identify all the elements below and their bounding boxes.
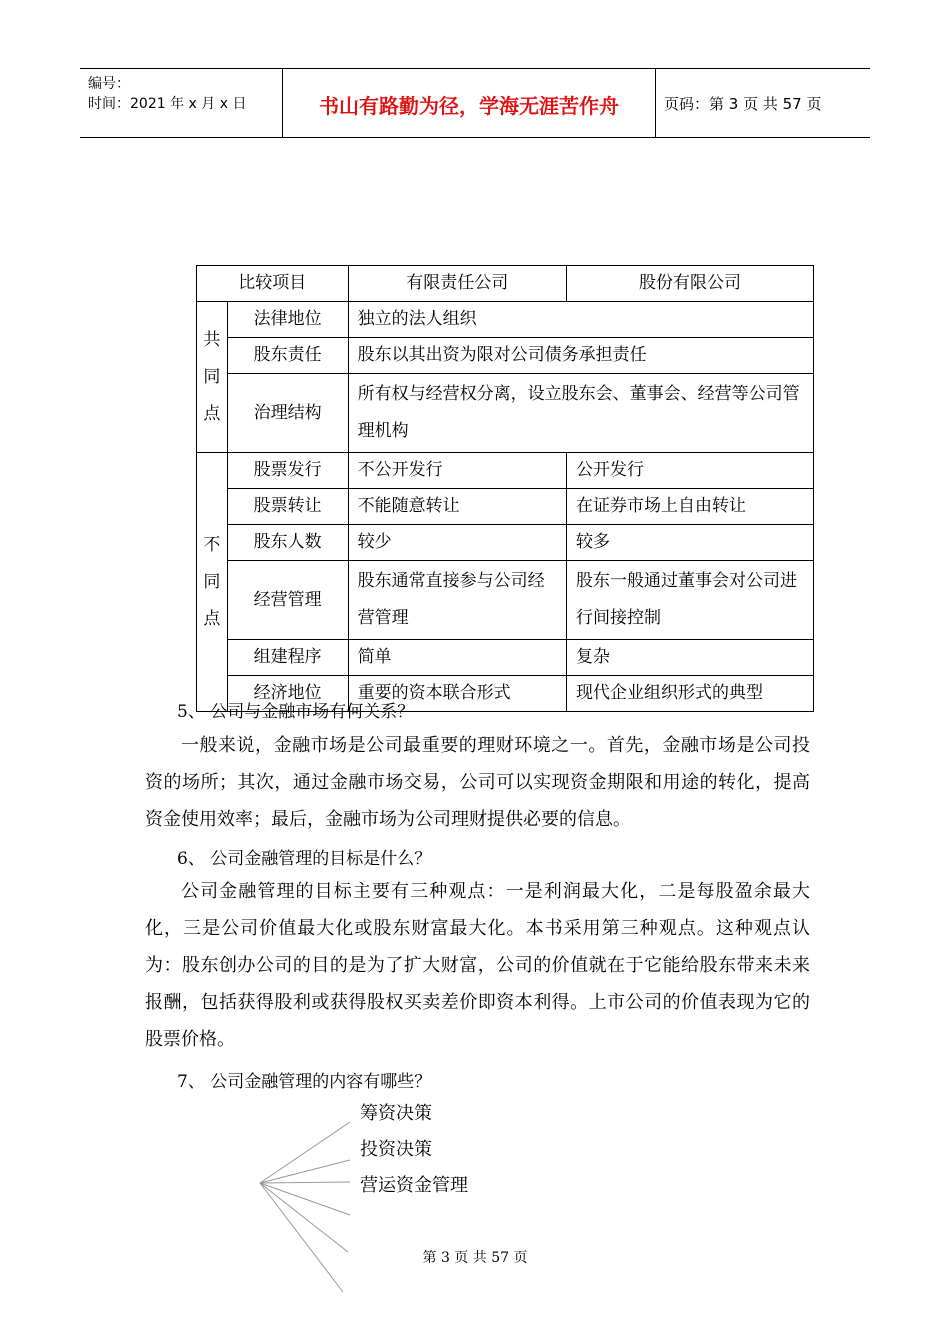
page-footer: 第 3 页 共 57 页 <box>422 1250 528 1266</box>
row-ltd: 股东通常直接参与公司经营管理 <box>348 561 566 640</box>
row-item: 治理结构 <box>227 374 348 453</box>
branch-label: 投资决策 <box>360 1139 432 1160</box>
branch-line <box>260 1183 343 1292</box>
group-char: 点 <box>203 608 221 629</box>
row-corp: 在证券市场上自由转让 <box>566 489 813 525</box>
row-value: 所有权与经营权分离，设立股东会、董事会、经营等公司管理机构 <box>348 374 813 453</box>
content-branch-diagram <box>255 1100 355 1300</box>
row-value: 股东以其出资为限对公司债务承担责任 <box>348 338 813 374</box>
row-item: 股东责任 <box>227 338 348 374</box>
branch-line <box>260 1183 348 1252</box>
row-value: 独立的法人组织 <box>348 302 813 338</box>
group-char: 同 <box>203 571 221 592</box>
table-header-item: 比较项目 <box>197 266 349 302</box>
group-char: 同 <box>203 366 221 387</box>
page-info: 页码：第 3 页 共 57 页 <box>664 95 822 113</box>
question-6: 6、 公司金融管理的目标是什么？ <box>177 849 432 869</box>
answer-5: 一般来说，金融市场是公司最重要的理财环境之一。首先，金融市场是公司投资的场所；其次，通过金融市场交易，公司可以实现资金期限和用途的转化，提高资金使用效率；最后，金融市场为公司理财提供必要的信息。 <box>145 735 810 830</box>
row-item: 经营管理 <box>227 561 348 640</box>
row-ltd: 简单 <box>348 640 566 676</box>
branch-line <box>260 1182 350 1183</box>
row-item: 法律地位 <box>227 302 348 338</box>
group-char: 不 <box>203 534 221 555</box>
table-header-corp: 股份有限公司 <box>566 266 813 302</box>
row-corp: 现代企业组织形式的典型 <box>566 676 813 712</box>
page-header <box>80 68 870 138</box>
table-header-row <box>197 266 814 302</box>
table-row <box>197 525 814 561</box>
row-item: 股东人数 <box>227 525 348 561</box>
table-row <box>197 489 814 525</box>
table-row <box>197 453 814 489</box>
row-ltd: 不能随意转让 <box>348 489 566 525</box>
group-char: 点 <box>203 403 221 424</box>
row-item: 经济地位 <box>227 676 348 712</box>
branch-line <box>260 1122 350 1183</box>
diff-points-label <box>197 453 228 712</box>
row-ltd: 不公开发行 <box>348 453 566 489</box>
common-points-label <box>197 302 228 453</box>
header-motto-cell <box>282 69 656 137</box>
answer-6: 公司金融管理的目标主要有三种观点：一是利润最大化，二是每股盈余最大化，三是公司价值最大化或股东财富最大化。本书采用第三种观点。这种观点认为：股东创办公司的目的是为了扩大财富，公司的价值就在于它能给股东带来未来报酬，包括获得股利或获得股权买卖差价即资本利得。上市公司的价值表现为它的股票价格。 <box>145 881 810 1050</box>
row-item: 组建程序 <box>227 640 348 676</box>
comparison-table <box>196 265 814 712</box>
table-row <box>197 338 814 374</box>
row-item: 股票发行 <box>227 453 348 489</box>
table-row <box>197 640 814 676</box>
motto: 书山有路勤为径，学海无涯苦作舟 <box>319 94 619 118</box>
question-5: 5、 公司与金融市场有何关系？ <box>177 702 415 722</box>
branch-line <box>260 1183 350 1215</box>
row-corp: 股东一般通过董事会对公司进行间接控制 <box>566 561 813 640</box>
table-row <box>197 561 814 640</box>
time-label: 时间：2021 年 x 月 x 日 <box>88 96 247 112</box>
branch-line <box>260 1160 350 1183</box>
table-row <box>197 374 814 453</box>
branch-label: 营运资金管理 <box>360 1175 468 1196</box>
branch-label: 筹资决策 <box>360 1103 432 1124</box>
row-item: 股票转让 <box>227 489 348 525</box>
group-char: 共 <box>203 329 221 350</box>
row-ltd: 重要的资本联合形式 <box>348 676 566 712</box>
question-7: 7、 公司金融管理的内容有哪些？ <box>177 1072 432 1092</box>
number-label: 编号： <box>88 76 130 92</box>
row-corp: 公开发行 <box>566 453 813 489</box>
table-row <box>197 302 814 338</box>
row-ltd: 较少 <box>348 525 566 561</box>
header-meta <box>80 69 282 137</box>
table-header-ltd: 有限责任公司 <box>348 266 566 302</box>
row-corp: 较多 <box>566 525 813 561</box>
row-corp: 复杂 <box>566 640 813 676</box>
